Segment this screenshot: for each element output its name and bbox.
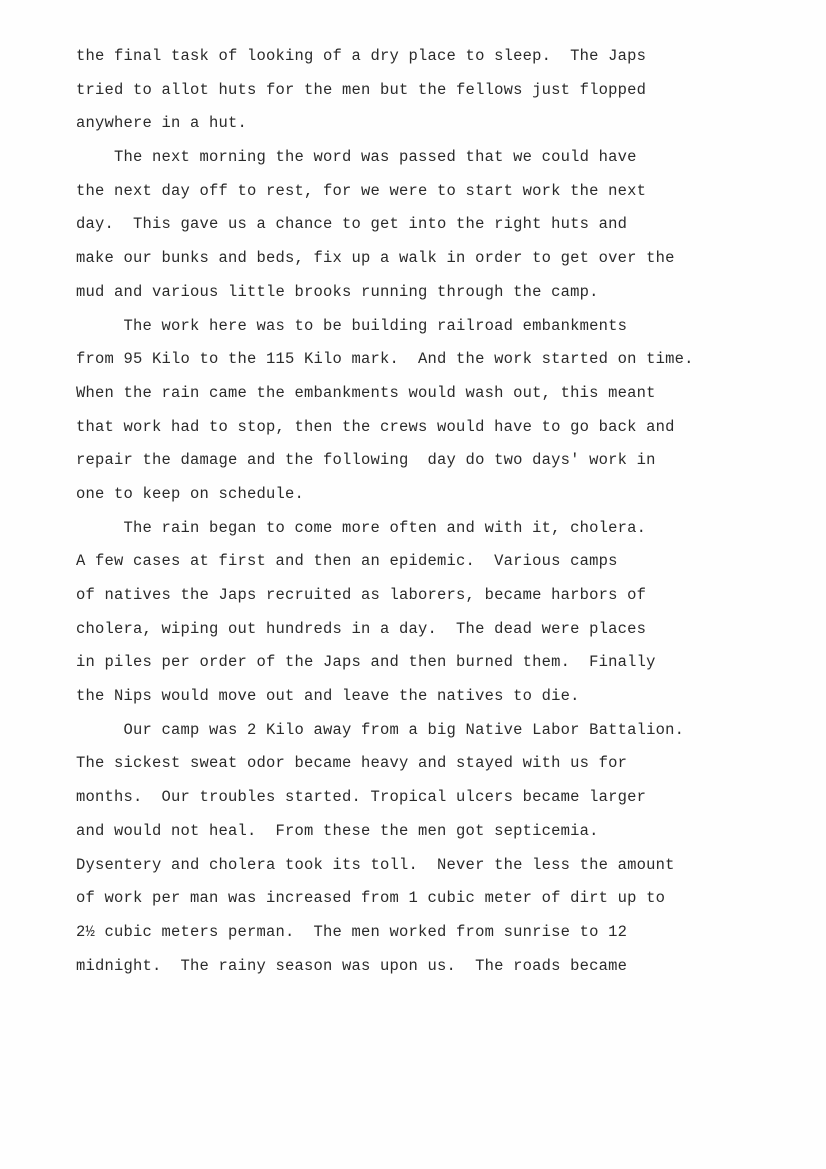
- text-line: Our camp was 2 Kilo away from a big Native Labor Battalion.: [76, 720, 685, 739]
- text-line: The work here was to be building railroad embankments: [76, 316, 628, 335]
- text-line: cholera, wiping out hundreds in a day. The dead were places: [76, 619, 647, 638]
- text-line: make our bunks and beds, fix up a walk in order to get over the: [76, 249, 675, 268]
- text-line: When the rain came the embankments would wash out, this meant: [76, 383, 656, 402]
- text-line: that work had to stop, then the crews would have to go back and: [76, 417, 675, 436]
- text-line: anywhere in a hut.: [76, 114, 248, 133]
- text-line: day. This gave us a chance to get into the right huts and: [76, 215, 628, 234]
- text-line: of work per man was increased from 1 cubic meter of dirt up to: [76, 889, 666, 908]
- text-line: repair the damage and the following day do two days' work in: [76, 451, 656, 470]
- text-line: the next day off to rest, for we were to start work the next: [76, 181, 647, 200]
- text-line: The next morning the word was passed that we could have: [76, 148, 637, 167]
- text-line: months. Our troubles started. Tropical ulcers became larger: [76, 788, 647, 807]
- text-line: Dysentery and cholera took its toll. Never the less the amount: [76, 855, 675, 874]
- text-line: The rain began to come more often and with it, cholera.: [76, 518, 647, 537]
- text-line: one to keep on schedule.: [76, 484, 305, 503]
- text-line: The sickest sweat odor became heavy and stayed with us for: [76, 754, 628, 773]
- text-line: 2½ cubic meters perman. The men worked from sunrise to 12: [76, 922, 628, 941]
- text-line: mud and various little brooks running through the camp.: [76, 282, 599, 301]
- text-line: and would not heal. From these the men got septicemia.: [76, 821, 599, 840]
- typed-text-body: [76, 44, 776, 987]
- text-line: of natives the Japs recruited as laborers, became harbors of: [76, 586, 647, 604]
- text-line: A few cases at first and then an epidemic. Various camps: [76, 552, 618, 571]
- text-line: the final task of looking of a dry place to sleep. The Japs: [76, 47, 647, 65]
- text-line: tried to allot huts for the men but the fellows just flopped: [76, 80, 647, 99]
- text-line: midnight. The rainy season was upon us. The roads became: [76, 956, 628, 975]
- text-line: in piles per order of the Japs and then burned them. Finally: [76, 653, 656, 672]
- text-line: the Nips would move out and leave the natives to die.: [76, 687, 580, 706]
- text-line: from 95 Kilo to the 115 Kilo mark. And the work started on time.: [76, 350, 694, 369]
